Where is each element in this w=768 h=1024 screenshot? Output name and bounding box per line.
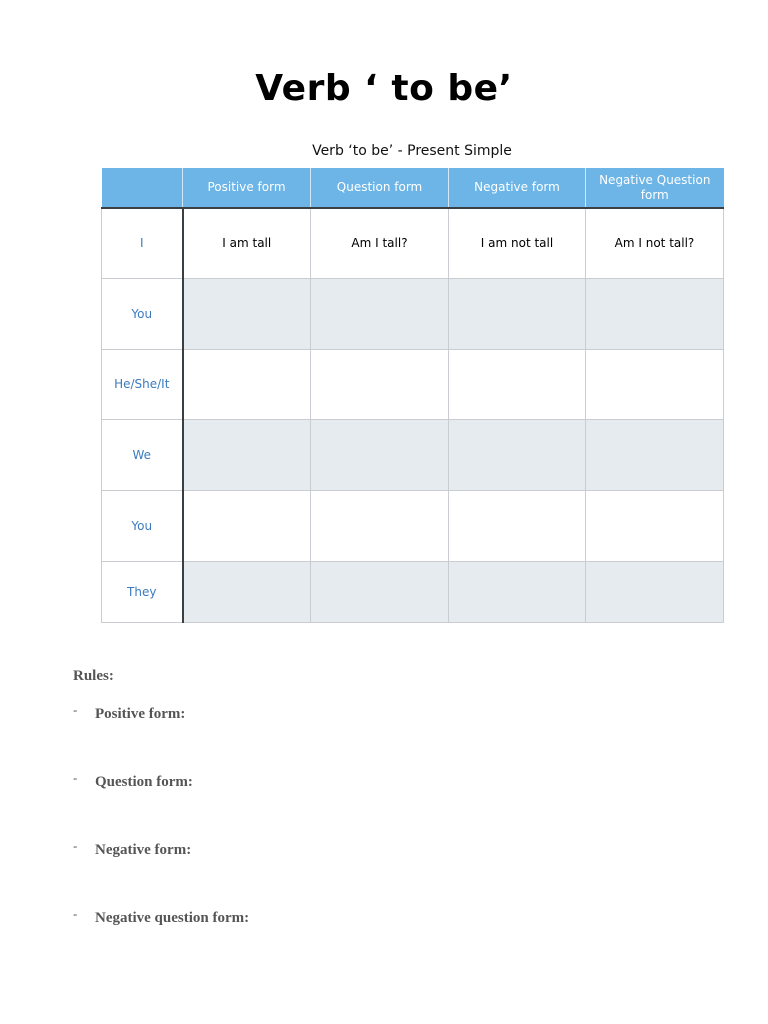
table-cell[interactable]	[586, 278, 724, 349]
table-row	[102, 490, 724, 561]
bullet-dash: -	[73, 906, 78, 921]
rules-heading: Rules:	[73, 668, 114, 684]
pronoun-cell: You	[102, 490, 183, 561]
table-cell[interactable]	[586, 419, 724, 490]
pronoun-cell: He/She/It	[102, 349, 183, 419]
table-cell[interactable]	[449, 490, 586, 561]
table-header-row	[102, 168, 724, 208]
rule-label: Question form:	[95, 774, 193, 790]
table-cell[interactable]	[183, 349, 311, 419]
verb-to-be-table	[101, 168, 724, 623]
table-cell[interactable]	[586, 490, 724, 561]
pronoun-cell: You	[102, 278, 183, 349]
rule-negative-question-form	[73, 906, 249, 927]
rule-label: Positive form:	[95, 706, 186, 722]
table-cell[interactable]	[586, 561, 724, 622]
table-cell[interactable]: I am not tall	[449, 208, 586, 278]
table-cell[interactable]	[311, 561, 449, 622]
table-cell[interactable]	[183, 419, 311, 490]
page-title: Verb ‘ to be’	[255, 68, 513, 109]
table-cell[interactable]: Am I tall?	[311, 208, 449, 278]
table-cell[interactable]	[311, 349, 449, 419]
table-row	[102, 349, 724, 419]
rule-positive-form	[73, 702, 185, 723]
table-cell[interactable]	[311, 490, 449, 561]
rule-question-form	[73, 770, 193, 791]
table-cell[interactable]	[449, 419, 586, 490]
pronoun-cell: We	[102, 419, 183, 490]
header-question-form: Question form	[311, 168, 449, 208]
table-cell[interactable]	[449, 349, 586, 419]
table-row	[102, 208, 724, 278]
bullet-dash: -	[73, 770, 78, 785]
table-row	[102, 561, 724, 622]
table-caption: Verb ‘to be’ - Present Simple	[312, 143, 512, 159]
header-corner-cell	[102, 168, 183, 208]
table-cell[interactable]: Am I not tall?	[586, 208, 724, 278]
table-cell[interactable]	[586, 349, 724, 419]
table-cell[interactable]	[183, 490, 311, 561]
header-negative-question-form: Negative Question form	[586, 168, 724, 208]
header-negative-form: Negative form	[449, 168, 586, 208]
table-cell[interactable]	[183, 561, 311, 622]
table-row	[102, 419, 724, 490]
table-row	[102, 278, 724, 349]
table-cell[interactable]	[311, 278, 449, 349]
pronoun-cell: I	[102, 208, 183, 278]
rule-negative-form	[73, 838, 191, 859]
bullet-dash: -	[73, 838, 78, 853]
rule-label: Negative form:	[95, 842, 192, 858]
bullet-dash: -	[73, 702, 78, 717]
table-cell[interactable]	[183, 278, 311, 349]
table-cell[interactable]	[449, 278, 586, 349]
pronoun-cell: They	[102, 561, 183, 622]
table-cell[interactable]: I am tall	[183, 208, 311, 278]
table-cell[interactable]	[311, 419, 449, 490]
header-positive-form: Positive form	[183, 168, 311, 208]
rule-label: Negative question form:	[95, 910, 250, 926]
table-cell[interactable]	[449, 561, 586, 622]
